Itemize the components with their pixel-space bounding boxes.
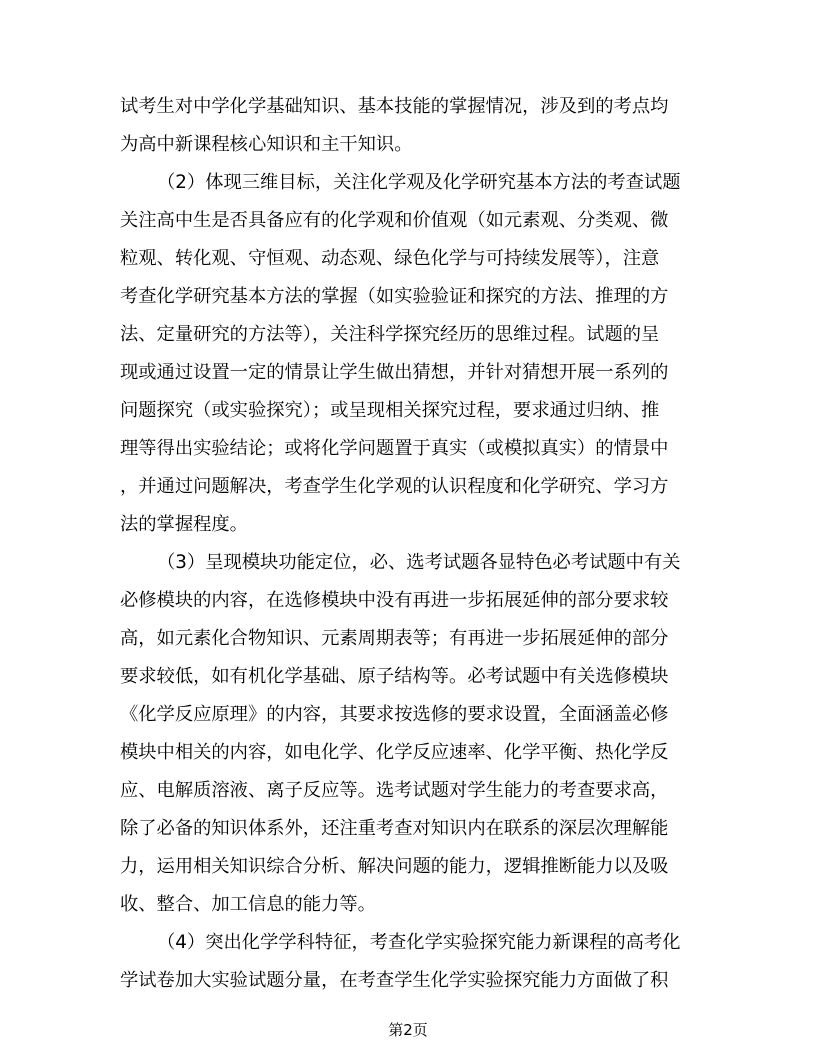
text-line: 高，如元素化合物知识、元素周期表等；有再进一步拓展延伸的部分 bbox=[120, 628, 669, 649]
text-line: （4）突出化学学科特征，考查化学实验探究能力新课程的高考化 bbox=[157, 932, 681, 953]
text-line: 模块中相关的内容，如电化学、化学反应速率、化学平衡、热化学反 bbox=[120, 742, 669, 763]
text-line: 为高中新课程核心知识和主干知识。 bbox=[120, 134, 413, 155]
text-line: 法、定量研究的方法等），关注科学探究经历的思维过程。试题的呈 bbox=[120, 324, 660, 345]
text-line: 收、整合、加工信息的能力等。 bbox=[120, 894, 376, 915]
text-line: 必修模块的内容，在选修模块中没有再进一步拓展延伸的部分要求较 bbox=[120, 590, 669, 611]
text-line: 理等得出实验结论；或将化学问题置于真实（或模拟真实）的情景中 bbox=[120, 438, 669, 459]
text-line: （2）体现三维目标，关注化学观及化学研究基本方法的考查试题 bbox=[157, 172, 681, 193]
text-line: 力，运用相关知识综合分析、解决问题的能力，逻辑推断能力以及吸 bbox=[120, 856, 669, 877]
text-line: 粒观、转化观、守恒观、动态观、绿色化学与可持续发展等），注意 bbox=[120, 248, 660, 269]
text-line: 《化学反应原理》的内容，其要求按选修的要求设置，全面涵盖必修 bbox=[120, 704, 669, 725]
text-line: 考查化学研究基本方法的掌握（如实验验证和探究的方法、推理的方 bbox=[120, 286, 669, 307]
text-line: 除了必备的知识体系外，还注重考查对知识内在联系的深层次理解能 bbox=[120, 818, 669, 839]
text-line: 关注高中生是否具备应有的化学观和价值观（如元素观、分类观、微 bbox=[120, 210, 669, 231]
page-number: 第2页 bbox=[388, 1021, 428, 1039]
text-line: （3）呈现模块功能定位，必、选考试题各显特色必考试题中有关 bbox=[157, 552, 681, 573]
text-line: 应、电解质溶液、离子反应等。选考试题对学生能力的考查要求高， bbox=[120, 780, 669, 801]
text-line: 要求较低，如有机化学基础、原子结构等。必考试题中有关选修模块 bbox=[120, 666, 669, 687]
text-line: 法的掌握程度。 bbox=[120, 514, 248, 535]
text-line: 现或通过设置一定的情景让学生做出猜想，并针对猜想开展一系列的 bbox=[120, 362, 669, 383]
text-line: 学试卷加大实验试题分量，在考查学生化学实验探究能力方面做了积 bbox=[120, 970, 669, 991]
text-line: 试考生对中学化学基础知识、基本技能的掌握情况，涉及到的考点均 bbox=[120, 96, 669, 117]
text-line: 问题探究（或实验探究）；或呈现相关探究过程，要求通过归纳、推 bbox=[120, 400, 660, 421]
text-line: ，并通过问题解决，考查学生化学观的认识程度和化学研究、学习方 bbox=[120, 476, 669, 497]
